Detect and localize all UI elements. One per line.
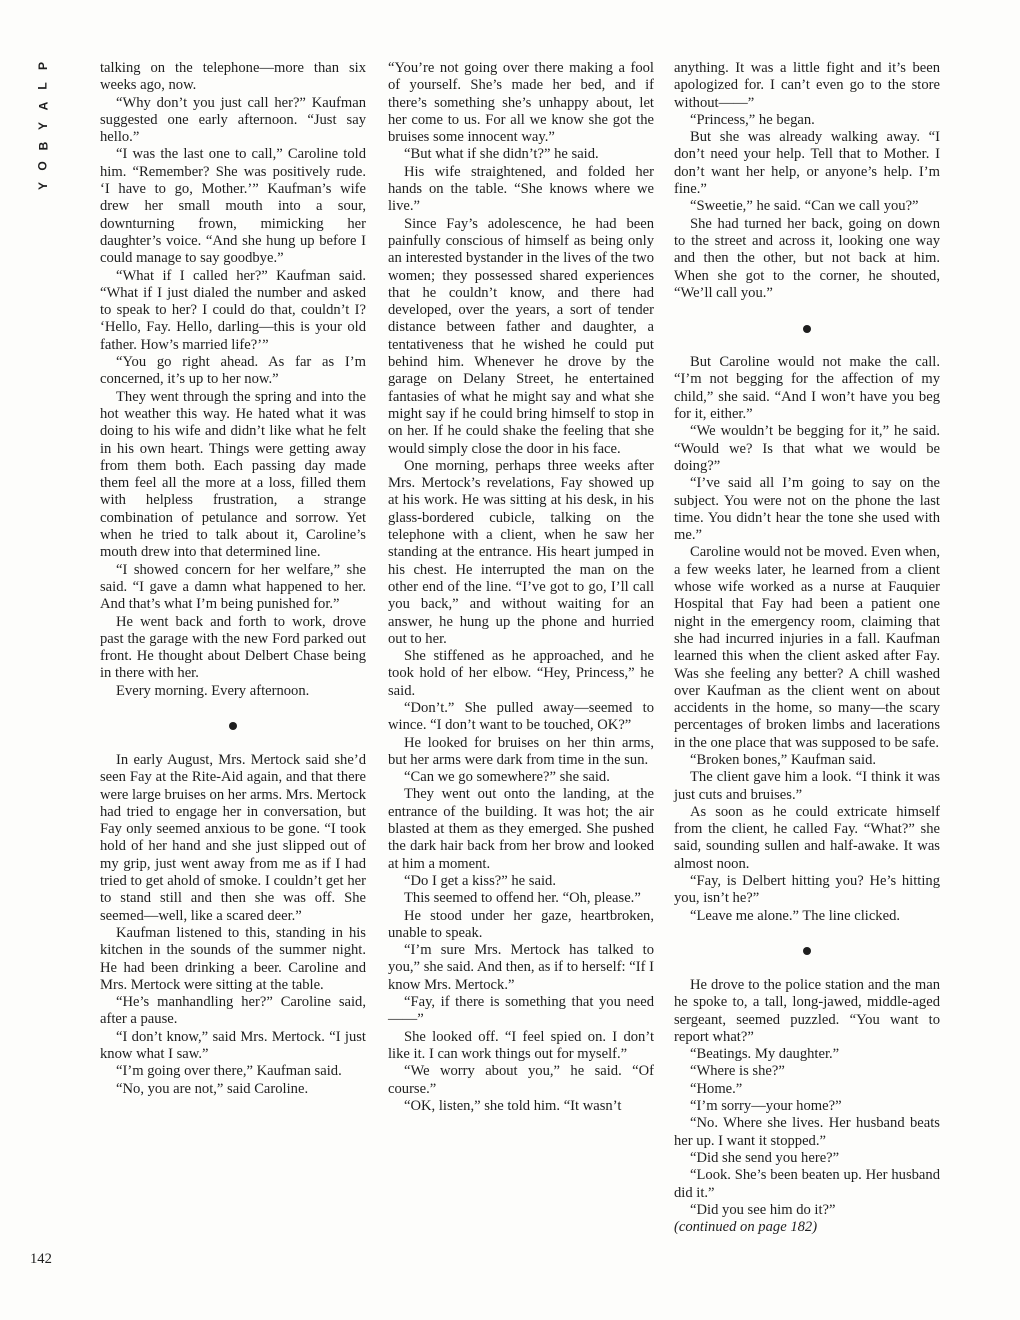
paragraph: In early August, Mrs. Mertock said she’d seen Fay at the Rite-Aid again, and that there were large bruises on her arms. Mrs. Mertock had tried to engage her in conversation, but Fay only seemed anxious to be gone. “I took hold of her hand and she just slipped out of my grip, just went away from me as if I had tried to get ahold of smoke. I couldn’t get her to stand still and then she was off. She seemed—well, like a scared deer.”: [100, 751, 366, 924]
paragraph: Kaufman listened to this, standing in his kitchen in the sounds of the summer night. He had been drinking a beer. Caroline and Mrs. Mertock were sitting at the table.: [100, 924, 366, 993]
paragraph: “I don’t know,” said Mrs. Mertock. “I just know what I saw.”: [100, 1028, 366, 1063]
paragraph: He drove to the police station and the man he spoke to, a tall, long-jawed, middle-aged sergeant, seemed puzzled. “You want to report what?”: [674, 976, 940, 1045]
continued-note: (continued on page 182): [674, 1219, 818, 1236]
paragraph: Since Fay’s adolescence, he had been painfully conscious of himself as being only an interested bystander in the lives of the two women; they possessed shared experiences that he couldn’t know, and there had developed, over the years, a sort of tender distance between father and daughter, a tentativeness that he wished he could put behind him. Whenever he drove by the garage on Delany Street, he entertained fantasies of what he might say and what she might say if he could bring himself to stop in on her. If he could shake the feeling that she would simply close the door in his face.: [388, 215, 654, 457]
section-break-bullet: [100, 700, 366, 752]
paragraph: “I’m sorry—your home?”: [690, 1098, 842, 1115]
paragraph: “Fay, if there is something that you need——”: [388, 994, 654, 1028]
masthead-letter: L: [36, 82, 50, 90]
paragraph: “No, you are not,” said Caroline.: [116, 1080, 309, 1097]
paragraph: “Princess,” he began.: [690, 111, 815, 128]
paragraph: But Caroline would not make the call. “I’m not begging for the affection of my child,” she said. “And I won’t have you beg for it, either.”: [674, 354, 940, 423]
paragraph: “What if I called her?” Kaufman said. “What if I just dialed the number and asked to speak to her? I could do that, couldn’t I? ‘Hello, Fay. Hello, darling—this is your old father. How’s married life?’”: [100, 267, 366, 353]
masthead-letter: B: [35, 141, 50, 151]
paragraph: She stiffened as he approached, and he took hold of her elbow. “Hey, Princess,” he said.: [388, 648, 654, 699]
paragraph: They went out onto the landing, at the entrance of the building. It was hot; the air blasted at them as they emerged. She pushed the dark hair back from her brow and looked at him a moment.: [388, 786, 654, 872]
paragraph: “OK, listen,” she told him. “It wasn’t: [404, 1097, 622, 1114]
paragraph: “Did she send you here?”: [690, 1149, 840, 1166]
paragraph: anything. It was a little fight and it’s been apologized for. I can’t even go to the store without——”: [674, 60, 940, 111]
paragraph: He stood under her gaze, heartbroken, unable to speak.: [388, 907, 654, 941]
paragraph: talking on the telephone—more than six weeks ago, now.: [100, 60, 366, 94]
masthead-letter: Y: [35, 181, 50, 191]
paragraph: “We worry about you,” he said. “Of course.”: [388, 1063, 654, 1097]
page-number: 142: [30, 1251, 52, 1267]
paragraph: “You’re not going over there making a fool of yourself. She’s made her bed, and if there’s something she’s unhappy about, let her come to us. For all we know she got the bruises some innocent way.”: [388, 60, 654, 146]
paragraph: “Sweetie,” he said. “Can we call you?”: [690, 198, 919, 215]
paragraph: “Where is she?”: [690, 1063, 785, 1080]
paragraph: As soon as he could extricate himself from the client, he called Fay. “What?” she said, sounding sullen and half-awake. It was almost noon.: [674, 803, 940, 872]
paragraph: “Do I get a kiss?” he said.: [404, 872, 556, 889]
paragraph: One morning, perhaps three weeks after Mrs. Mertock’s revelations, Fay showed up at his work. He was sitting at his desk, in his glass-bordered cubicle, talking on the telephone with a client, when he saw her standing at the entrance. His heart jumped in his chest. He interrupted the man on the other end of the line. “I’ve got to go, I’ll call you back,” and without waiting for an answer, he hung up the phone and hurried out to her.: [388, 457, 654, 647]
paragraph: “Fay, is Delbert hitting you? He’s hitting you, isn’t he?”: [674, 873, 940, 907]
text-column-2: [388, 60, 654, 1115]
magazine-masthead: [30, 56, 56, 196]
paragraph: “Look. She’s been beaten up. Her husband did it.”: [674, 1167, 940, 1201]
masthead-letter: P: [35, 61, 50, 71]
paragraph: “I’m sure Mrs. Mertock has talked to you,” she said. And then, as if to herself: “If I know Mrs. Mertock.”: [388, 942, 654, 993]
paragraph: “We wouldn’t be begging for it,” he said. “Would we? Is that what we would be doing?”: [674, 423, 940, 474]
paragraph: “Beatings. My daughter.”: [690, 1046, 840, 1063]
text-column-3: [674, 60, 940, 1236]
paragraph: “Don’t.” She pulled away—seemed to wince. “I don’t want to be touched, OK?”: [388, 699, 654, 734]
paragraph: “Why don’t you just call her?” Kaufman suggested one early afternoon. “Just say hello.”: [100, 94, 366, 146]
paragraph: “But what if she didn’t?” he said.: [404, 146, 599, 163]
paragraph: Caroline would not be moved. Even when, a few weeks later, he learned from a client whose wife worked as a nurse at Fauquier Hospital that Fay had been a patient one night in the emergency room, claiming that she had incurred injuries in a fall. Kaufman learned this when the client asked after Fay. Was she feeling any better? A chill washed over Kaufman as the client went on about accidents in the home, so many—the scary percentages of broken limbs and lacerations in the one place that was supposed to be safe.: [674, 544, 940, 751]
paragraph: “No. Where she lives. Her husband beats her up. I want it stopped.”: [674, 1115, 940, 1149]
bullet-dot-icon: [803, 325, 811, 333]
paragraph: The client gave him a look. “I think it was just cuts and bruises.”: [674, 769, 940, 803]
masthead-letter: O: [36, 161, 50, 171]
paragraph: But she was already walking away. “I don’t need your help. Tell that to Mother. I don’t want her help, or anyone’s help. I’m fine.”: [674, 129, 940, 198]
text-column-1: [100, 60, 366, 1098]
paragraph: “I showed concern for her welfare,” she said. “I gave a damn what happened to her. And that’s what I’m being punished for.”: [100, 561, 366, 613]
masthead-letter: Y: [35, 121, 50, 131]
paragraph: “I’m going over there,” Kaufman said.: [116, 1063, 342, 1080]
paragraph: He looked for bruises on her thin arms, but her arms were dark from time in the sun.: [388, 734, 654, 768]
bullet-dot-icon: [229, 722, 237, 730]
paragraph: “Broken bones,” Kaufman said.: [690, 751, 877, 768]
paragraph: Every morning. Every afternoon.: [116, 682, 310, 699]
paragraph: “I was the last one to call,” Caroline told him. “Remember? She was positively rude. ‘I have to go, Mother.’” Kaufman’s wife drew her small mouth into a sour, downturning frown, mimicking her daughter’s voice. “And she hung up before I could manage to say goodbye.”: [100, 146, 366, 267]
paragraph: She had turned her back, going on down to the street and across it, looking one way and then the other, but not back at him. When she got to the corner, he shouted, “We’ll call you.”: [674, 215, 940, 301]
section-break-bullet: [674, 925, 940, 977]
paragraph: “Can we go somewhere?” she said.: [404, 769, 610, 786]
paragraph: “I’ve said all I’m going to say on the subject. You were not on the phone the last time. You didn’t hear the tone she used with me.”: [674, 475, 940, 544]
bullet-dot-icon: [803, 947, 811, 955]
paragraph: “Did you see him do it?”: [690, 1201, 836, 1218]
paragraph: “You go right ahead. As far as I’m concerned, it’s up to her now.”: [100, 354, 366, 388]
paragraph: His wife straightened, and folded her hands on the table. “She knows where we live.”: [388, 163, 654, 215]
paragraph: He went back and forth to work, drove past the garage with the new Ford parked out front. He thought about Delbert Chase being in there with her.: [100, 613, 366, 682]
section-break-bullet: [674, 302, 940, 354]
paragraph: This seemed to offend her. “Oh, please.”: [404, 890, 641, 907]
paragraph: “He’s manhandling her?” Caroline said, after a pause.: [100, 994, 366, 1028]
paragraph: She looked off. “I feel spied on. I don’t like it. I can work things out for myself.”: [388, 1028, 654, 1062]
paragraph: “Home.”: [690, 1080, 743, 1097]
masthead-letter: A: [35, 101, 50, 111]
paragraph: They went through the spring and into the hot weather this way. He hated what it was doing to his wife and didn’t like what he felt in his own heart. Things were getting away from them both. Each passing day made them feel all the more at a loss, filled them with helpless frustration, a strange combination of petulance and sorrow. Yet when he tried to talk about it, Caroline’s mouth drew into that determined line.: [100, 388, 366, 561]
paragraph: “Leave me alone.” The line clicked.: [690, 907, 901, 924]
